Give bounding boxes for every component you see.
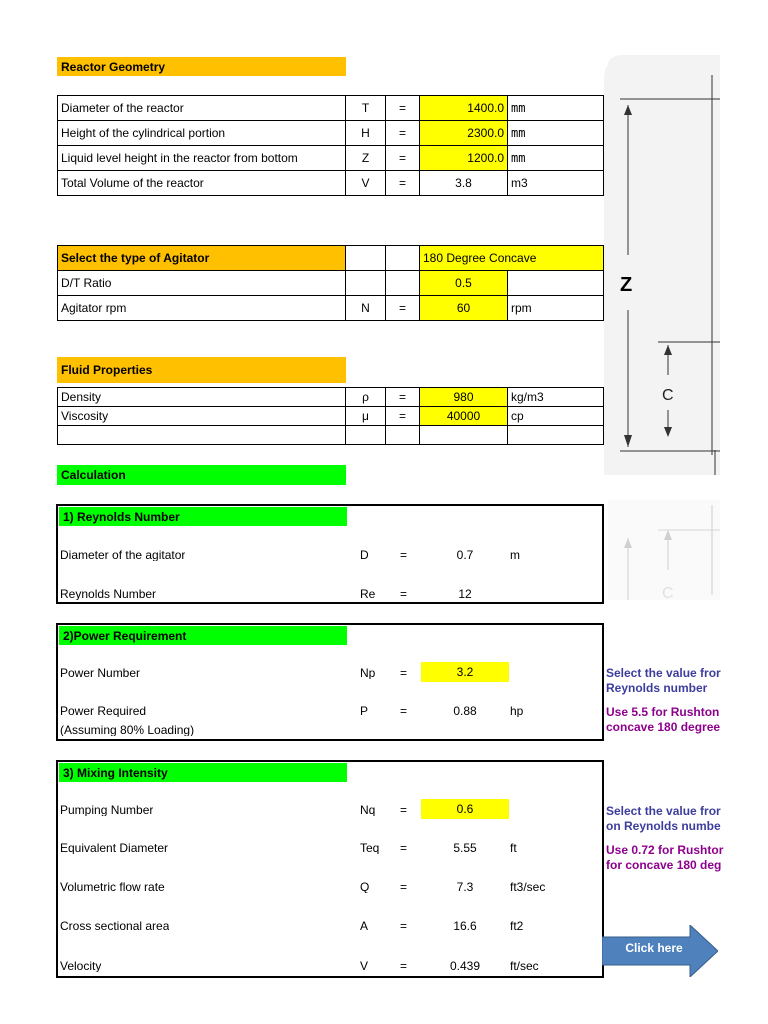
table-row	[58, 246, 604, 271]
note-line: Use 0.72 for Rushtor	[606, 843, 724, 857]
row-label: Agitator rpm	[58, 296, 346, 321]
row-symbol: V	[346, 171, 386, 196]
power-number-note	[606, 666, 721, 696]
diagram-label-c-faded: C	[662, 585, 674, 602]
row-label: Height of the cylindrical portion	[58, 121, 346, 146]
row-equals: =	[386, 296, 420, 321]
row-unit: ft2	[510, 920, 524, 932]
row-symbol: Nq	[360, 804, 376, 816]
row-symbol: T	[346, 96, 386, 121]
input-cell-height[interactable]: 2300.0	[420, 121, 508, 146]
row-label: Cross sectional area	[60, 920, 170, 932]
reactor-geometry-table	[57, 95, 604, 196]
table-row	[58, 426, 604, 445]
mixing-header: 3) Mixing Intensity	[59, 763, 347, 782]
mixing-section	[56, 760, 604, 978]
row-unit: m3	[508, 171, 604, 196]
row-equals: =	[400, 804, 408, 816]
input-cell-viscosity[interactable]: 40000	[420, 407, 508, 426]
row-label: Velocity	[60, 960, 102, 972]
agitator-type-select[interactable]: 180 Degree Concave	[420, 246, 604, 271]
row-label: Equivalent Diameter	[60, 842, 169, 854]
row-symbol: H	[346, 121, 386, 146]
row-unit: m	[510, 549, 520, 561]
row-equals: =	[400, 667, 408, 679]
row-equals: =	[386, 171, 420, 196]
row-symbol: V	[360, 960, 369, 972]
input-cell-liquid-level[interactable]: 1200.0	[420, 146, 508, 171]
row-label: D/T Ratio	[58, 271, 346, 296]
row-equals: =	[400, 960, 408, 972]
note-line: on Reynolds numbe	[606, 819, 721, 833]
reynolds-section	[56, 504, 604, 604]
row-unit: rpm	[508, 296, 604, 321]
row-unit: kg/m3	[508, 388, 604, 407]
row-label: Viscosity	[58, 407, 346, 426]
row-label: Total Volume of the reactor	[58, 171, 346, 196]
row-value: 5.55	[453, 842, 477, 854]
empty-cell	[58, 426, 346, 445]
row-value: 0.7	[456, 549, 474, 561]
row-equals: =	[400, 920, 408, 932]
row-unit: mm	[508, 121, 604, 146]
row-symbol: P	[360, 705, 369, 717]
row-symbol: D	[360, 549, 369, 561]
row-equals	[386, 271, 420, 296]
input-cell-pumping-number[interactable]: 0.6	[421, 799, 509, 819]
table-row	[58, 96, 604, 121]
row-unit: mm	[508, 96, 604, 121]
row-value: 7.3	[456, 881, 474, 893]
input-cell-diameter[interactable]: 1400.0	[420, 96, 508, 121]
row-label: Volumetric flow rate	[60, 881, 165, 893]
note-line: Select the value fror	[606, 666, 721, 680]
row-value: 0.439	[449, 960, 481, 972]
row-symbol: Teq	[360, 842, 380, 854]
input-cell-power-number[interactable]: 3.2	[421, 662, 509, 682]
row-label: Power Number	[60, 667, 141, 679]
row-label: Density	[58, 388, 346, 407]
row-equals: =	[400, 881, 408, 893]
table-row	[58, 388, 604, 407]
click-here-label: Click here	[625, 941, 683, 955]
row-equals: =	[400, 549, 408, 561]
row-value: 0.88	[453, 705, 477, 717]
power-section	[56, 623, 604, 741]
power-number-hint	[606, 705, 720, 735]
row-unit: cp	[508, 407, 604, 426]
row-label: Reynolds Number	[60, 588, 157, 600]
note-line: concave 180 degree	[606, 720, 721, 734]
reactor-geometry-header: Reactor Geometry	[57, 57, 346, 76]
empty-cell	[346, 426, 386, 445]
row-unit: ft3/sec	[510, 881, 546, 893]
row-value: 12	[458, 588, 472, 600]
empty-cell	[386, 246, 420, 271]
row-symbol: μ	[346, 407, 386, 426]
pumping-number-note	[606, 804, 721, 834]
click-here-button[interactable]	[602, 925, 718, 977]
row-symbol: Np	[360, 667, 376, 679]
row-equals: =	[400, 842, 408, 854]
table-row	[58, 271, 604, 296]
row-symbol: Q	[360, 881, 370, 893]
reactor-diagram-faded	[600, 500, 720, 610]
calculation-header: Calculation	[57, 465, 346, 485]
row-equals: =	[386, 121, 420, 146]
row-label: Diameter of the reactor	[58, 96, 346, 121]
row-unit: ft	[510, 842, 517, 854]
row-value: 3.8	[420, 171, 508, 196]
row-label: Liquid level height in the reactor from bottom	[58, 146, 346, 171]
empty-cell	[420, 426, 508, 445]
row-symbol: Re	[360, 588, 376, 600]
note-line: for concave 180 deg	[606, 858, 722, 872]
empty-cell	[386, 426, 420, 445]
empty-cell	[508, 426, 604, 445]
row-equals: =	[386, 146, 420, 171]
note-line: Use 5.5 for Rushton	[606, 705, 720, 719]
diagram-label-z: Z	[620, 274, 633, 296]
row-label: Pumping Number	[60, 804, 154, 816]
row-symbol: Z	[346, 146, 386, 171]
input-cell-dt-ratio[interactable]: 0.5	[420, 271, 508, 296]
row-label: Power Required	[60, 705, 147, 717]
row-equals: =	[386, 407, 420, 426]
table-row	[58, 407, 604, 426]
empty-cell	[346, 246, 386, 271]
row-symbol: N	[346, 296, 386, 321]
diagram-label-c: C	[662, 387, 674, 404]
note-line: Reynolds number	[606, 681, 708, 695]
table-row	[58, 296, 604, 321]
reynolds-header: 1) Reynolds Number	[59, 507, 347, 526]
table-row	[58, 121, 604, 146]
row-equals: =	[386, 388, 420, 407]
input-cell-rpm[interactable]: 60	[420, 296, 508, 321]
row-equals: =	[400, 705, 408, 717]
row-equals: =	[386, 96, 420, 121]
note-line: Select the value fror	[606, 804, 721, 818]
row-label: Diameter of the agitator	[60, 549, 186, 561]
row-unit: hp	[510, 705, 524, 717]
row-unit	[508, 271, 604, 296]
row-symbol: ρ	[346, 388, 386, 407]
row-unit: mm	[508, 146, 604, 171]
fluid-properties-table	[57, 387, 604, 445]
pumping-number-hint	[606, 843, 723, 873]
input-cell-density[interactable]: 980	[420, 388, 508, 407]
row-equals: =	[400, 588, 408, 600]
power-header: 2)Power Requirement	[59, 626, 347, 645]
table-row	[58, 146, 604, 171]
row-symbol: A	[360, 920, 369, 932]
agitator-table	[57, 245, 604, 321]
fluid-properties-header: Fluid Properties	[57, 357, 346, 383]
table-row	[58, 171, 604, 196]
reactor-diagram	[600, 55, 720, 485]
row-value: 16.6	[453, 920, 477, 932]
row-symbol	[346, 271, 386, 296]
row-label-sub: (Assuming 80% Loading)	[60, 724, 195, 736]
agitator-type-header: Select the type of Agitator	[58, 246, 346, 271]
row-unit: ft/sec	[510, 960, 539, 972]
